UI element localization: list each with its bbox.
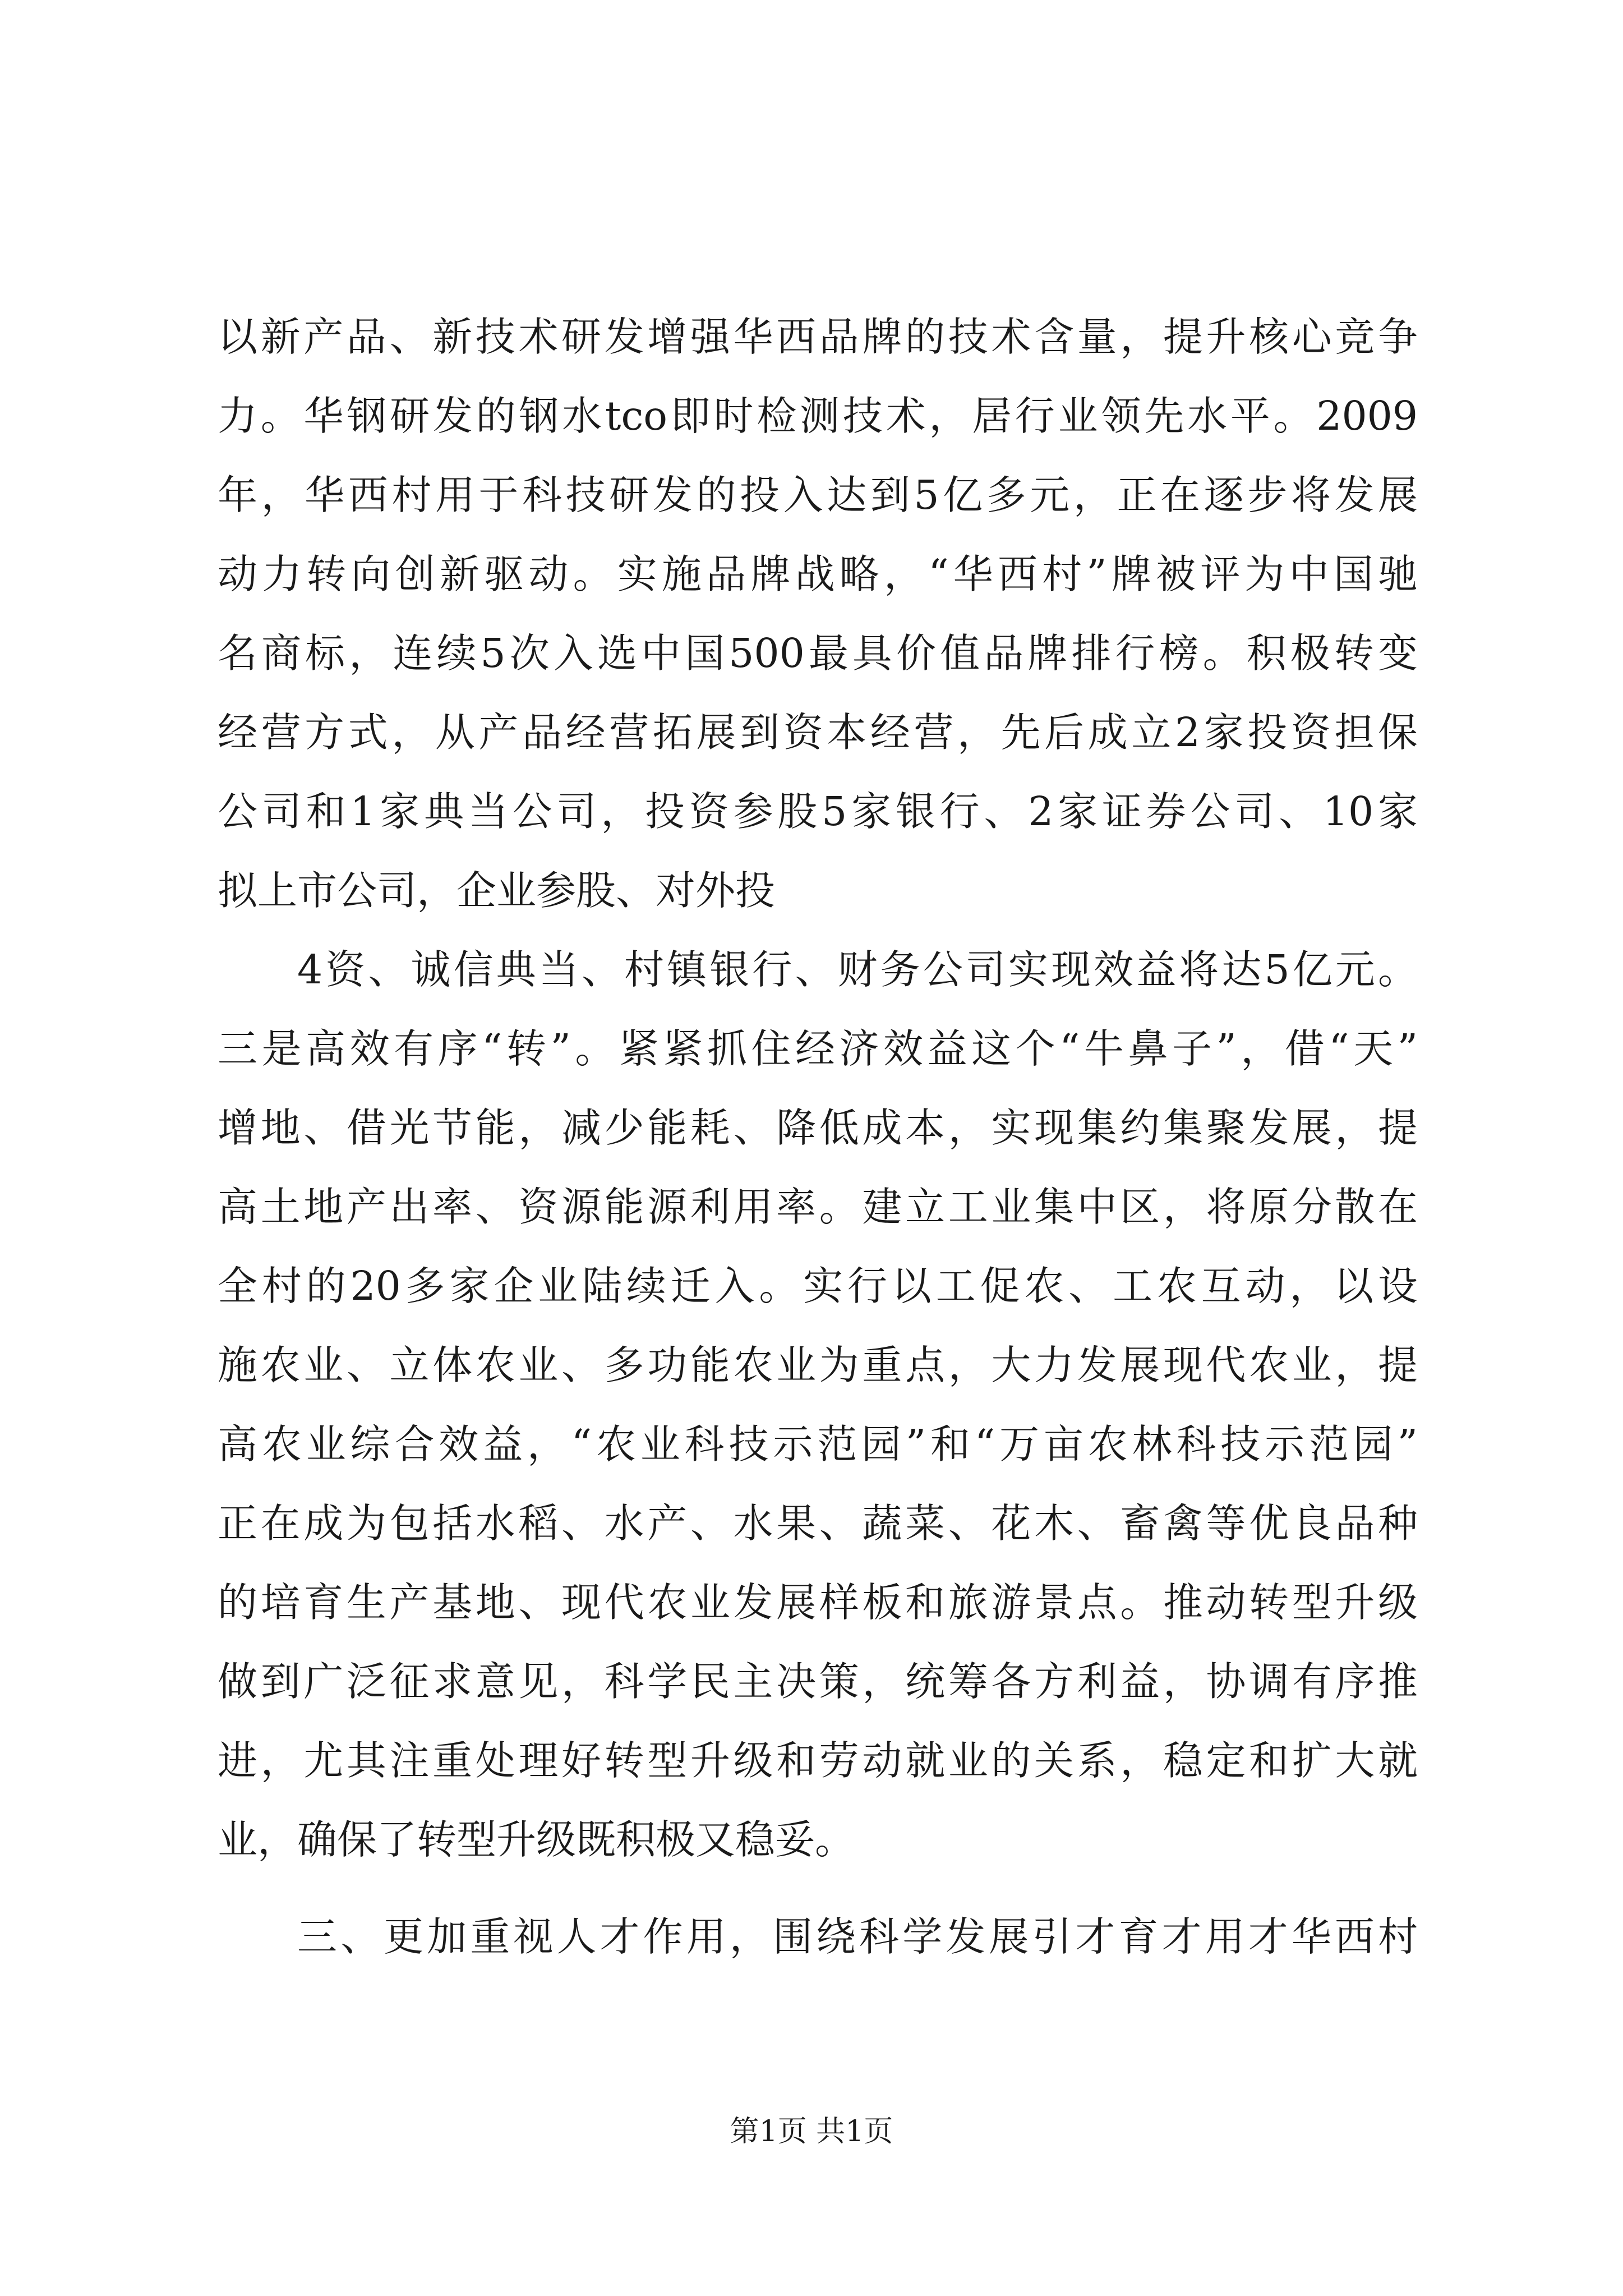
text-line: 力。华钢研发的钢水tco即时检测技术，居行业领先水平。2009 (218, 393, 1418, 439)
text-line: 正在成为包括水稻、水产、水果、蔬菜、花木、畜禽等优良品种 (218, 1500, 1418, 1547)
text-line: 三是高效有序“转”。紧紧抓住经济效益这个“牛鼻子”，借“天” (218, 1025, 1418, 1072)
text-line: 三、更加重视人才作用，围绕科学发展引才育才用才华西村 (297, 1913, 1418, 1960)
text-line: 增地、借光节能，减少能耗、降低成本，实现集约集聚发展，提 (218, 1105, 1418, 1151)
text-line: 做到广泛征求意见，科学民主决策，统筹各方利益，协调有序推 (218, 1658, 1418, 1705)
text-line: 全村的20多家企业陆续迁入。实行以工促农、工农互动，以设 (218, 1263, 1418, 1309)
text-line: 的培育生产基地、现代农业发展样板和旅游景点。推动转型升级 (218, 1579, 1418, 1626)
body-text (218, 297, 1418, 1976)
page-number: 第1页 共1页 (730, 2115, 893, 2148)
text-line: 以新产品、新技术研发增强华西品牌的技术含量，提升核心竞争 (218, 314, 1418, 360)
text-line: 名商标，连续5次入选中国500最具价值品牌排行榜。积极转变 (218, 630, 1418, 677)
paragraph-2 (218, 930, 1418, 1879)
paragraph-gap (218, 1879, 1418, 1897)
text-line: 公司和1家典当公司，投资参股5家银行、2家证券公司、10家 (218, 788, 1418, 835)
text-line: 动力转向创新驱动。实施品牌战略，“华西村”牌被评为中国驰 (218, 551, 1418, 597)
text-line: 高土地产出率、资源能源利用率。建立工业集中区，将原分散在 (218, 1184, 1418, 1230)
text-line: 经营方式，从产品经营拓展到资本经营，先后成立2家投资担保 (218, 709, 1418, 756)
text-line: 年，华西村用于科技研发的投入达到5亿多元，正在逐步将发展 (218, 472, 1418, 518)
text-line: 进，尤其注重处理好转型升级和劳动就业的关系，稳定和扩大就 (218, 1737, 1418, 1784)
text-line: 施农业、立体农业、多功能农业为重点，大力发展现代农业，提 (218, 1342, 1418, 1388)
paragraph-1 (218, 297, 1418, 930)
text-line: 拟上市公司，企业参股、对外投 (218, 867, 776, 914)
text-line: 4资、诚信典当、村镇银行、财务公司实现效益将达5亿元。 (297, 946, 1418, 993)
paragraph-3 (218, 1897, 1418, 1976)
text-line: 业，确保了转型升级既积极又稳妥。 (218, 1816, 855, 1863)
page-footer (0, 2112, 1623, 2151)
text-line: 高农业综合效益，“农业科技示范园”和“万亩农林科技示范园” (218, 1421, 1418, 1467)
